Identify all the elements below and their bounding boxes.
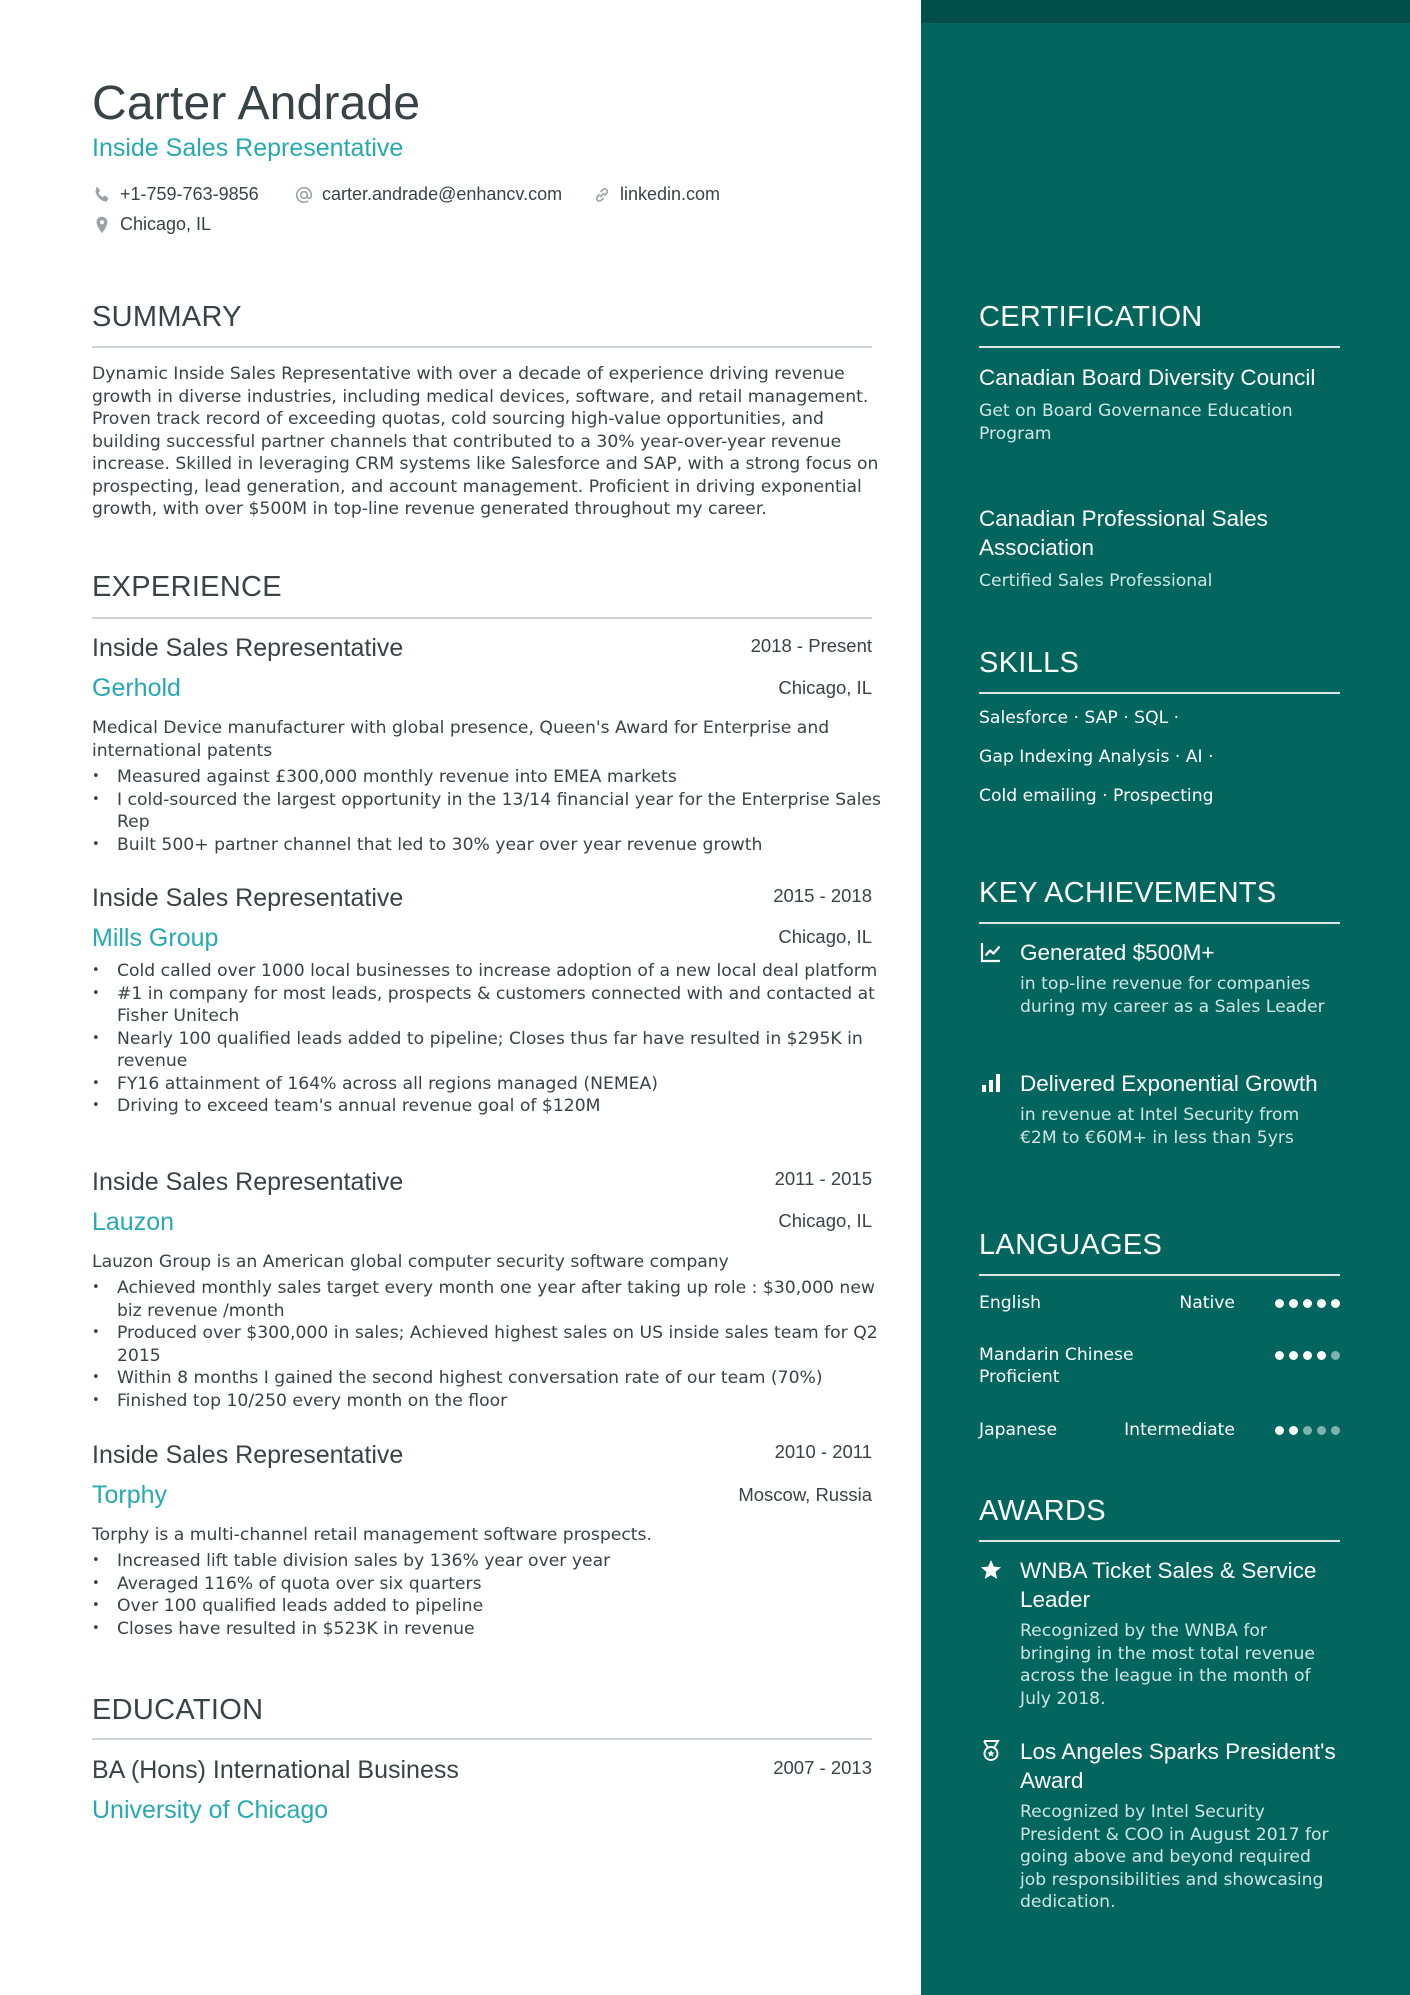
bullet-item: • Achieved monthly sales target every month one year after taking up role : $30,000 new biz revenue /month: [92, 1277, 882, 1322]
language-name: Mandarin Chinese: [979, 1345, 1134, 1365]
award-item: [979, 1737, 1340, 1914]
certification-divider: [979, 346, 1340, 348]
at-icon: [294, 185, 314, 205]
bullet-item: • Over 100 qualified leads added to pipeline: [92, 1595, 882, 1618]
award-title: WNBA Ticket Sales & Service Leader: [1020, 1558, 1317, 1612]
bullet-item: • Produced over $300,000 in sales; Achieved highest sales on US inside sales team for Q2 2015: [92, 1322, 882, 1367]
location-pin-icon: [92, 215, 112, 235]
language-level: Native: [1179, 1293, 1235, 1313]
rating-dot-filled: [1317, 1351, 1326, 1360]
job-location: Moscow, Russia: [738, 1484, 872, 1505]
rating-dot-filled: [1331, 1299, 1340, 1308]
email-text[interactable]: carter.andrade@enhancv.com: [322, 184, 563, 204]
experience-heading: EXPERIENCE: [92, 571, 282, 603]
achievement-description: in revenue at Intel Security from €2M to €60M+ in less than 5yrs: [1020, 1105, 1300, 1148]
contact-location: [92, 214, 211, 235]
rating-dot-empty: [1331, 1426, 1340, 1435]
certification-detail: Certified Sales Professional: [979, 571, 1213, 591]
job-title: Inside Sales Representative: [92, 634, 404, 662]
location-text: Chicago, IL: [120, 214, 212, 234]
bullet-item: • Closes have resulted in $523K in revenue: [92, 1618, 882, 1641]
rating-dot-filled: [1317, 1299, 1326, 1308]
education-divider: [92, 1738, 872, 1740]
job-location: Chicago, IL: [778, 1210, 872, 1231]
bar-chart-icon: [979, 1071, 1003, 1095]
certification-item: [979, 504, 1339, 593]
rating-dot-empty: [1331, 1351, 1340, 1360]
job-title: Inside Sales Representative: [92, 884, 404, 912]
summary-text: Dynamic Inside Sales Representative with over a decade of experience driving revenue growth in diverse industries, including medical devices, software, and retail management. Proven track record of exceeding quotas, cold sourcing high-value opportunities, and building successful partner channels that contributed to a 30% year-over-year revenue increase. Skilled in leveraging CRM systems like Salesforce and SAP, with a strong focus on prospecting, lead generation, and account management. Proficient in driving exponential growth, with over $500M in top-line revenue generated throughout my career.: [92, 364, 879, 519]
language-level: Intermediate: [1124, 1420, 1235, 1440]
award-description: Recognized by the WNBA for bringing in the most total revenue across the league in the month of July 2018.: [1020, 1621, 1315, 1709]
job-bullets: [92, 766, 882, 856]
rating-dot-filled: [1275, 1351, 1284, 1360]
skills-heading: SKILLS: [979, 647, 1080, 679]
achievement-title: Generated $500M+: [1020, 940, 1215, 965]
education-school: University of Chicago: [92, 1796, 329, 1824]
bullet-item: • Increased lift table division sales by 136% year over year: [92, 1550, 882, 1573]
language-name: English: [979, 1293, 1042, 1313]
job-bullets: [92, 960, 882, 1118]
trend-chart-icon: [979, 940, 1003, 964]
rating-dot-filled: [1289, 1426, 1298, 1435]
contact-phone: [92, 184, 259, 205]
link-text[interactable]: linkedin.com: [620, 184, 721, 204]
skills-divider: [979, 692, 1340, 694]
job-date: 2018 - Present: [750, 635, 872, 656]
job-title: Inside Sales Representative: [92, 1441, 404, 1469]
job-company: Mills Group: [92, 924, 219, 952]
link-icon: [592, 185, 612, 205]
bullet-item: • FY16 attainment of 164% across all regions managed (NEMEA): [92, 1073, 882, 1096]
job-description: Torphy is a multi-channel retail management software prospects.: [92, 1525, 652, 1545]
rating-dot-filled: [1303, 1299, 1312, 1308]
award-title: Los Angeles Sparks President's Award: [1020, 1739, 1336, 1793]
education-date: 2007 - 2013: [773, 1757, 872, 1778]
rating-dot-filled: [1275, 1299, 1284, 1308]
certification-name: Canadian Board Diversity Council: [979, 365, 1316, 390]
achievements-heading: KEY ACHIEVEMENTS: [979, 877, 1277, 909]
job-description: Lauzon Group is an American global computer security software company: [92, 1252, 729, 1272]
experience-divider: [92, 617, 872, 619]
job-title: Inside Sales Representative: [92, 1168, 404, 1196]
achievement-description: in top-line revenue for companies during my career as a Sales Leader: [1020, 974, 1325, 1017]
awards-divider: [979, 1540, 1340, 1542]
award-description: Recognized by Intel Security President & COO in August 2017 for going above and beyond required job responsibilities and showcasing dedication.: [1020, 1802, 1329, 1912]
bullet-item: • Nearly 100 qualified leads added to pipeline; Closes thus far have resulted in $295K in revenue: [92, 1028, 882, 1073]
candidate-role: Inside Sales Representative: [92, 134, 404, 162]
summary-divider: [92, 346, 872, 348]
rating-dot-empty: [1303, 1426, 1312, 1435]
job-bullets: [92, 1550, 882, 1640]
bullet-item: • Within 8 months I gained the second highest conversation rate of our team (70%): [92, 1367, 882, 1390]
rating-dot-filled: [1289, 1351, 1298, 1360]
job-company: Gerhold: [92, 674, 181, 702]
certification-name: Canadian Professional Sales Association: [979, 506, 1268, 560]
job-description: Medical Device manufacturer with global presence, Queen's Award for Enterprise and international patents: [92, 718, 830, 761]
achievements-divider: [979, 922, 1340, 924]
language-name: Japanese: [979, 1420, 1058, 1440]
rating-dot-filled: [1275, 1426, 1284, 1435]
medal-icon: [979, 1739, 1003, 1763]
achievement-item: [979, 938, 1340, 1018]
skill-line: Gap Indexing Analysis · AI ·: [979, 747, 1214, 767]
languages-divider: [979, 1274, 1340, 1276]
contact-email: [294, 184, 562, 205]
job-location: Chicago, IL: [778, 677, 872, 698]
job-date: 2011 - 2015: [774, 1168, 872, 1189]
bullet-item: • Driving to exceed team's annual revenue goal of $120M: [92, 1095, 882, 1118]
language-level: Proficient: [979, 1367, 1060, 1387]
rating-dot-filled: [1303, 1351, 1312, 1360]
sidebar-top-band: [921, 0, 1410, 23]
bullet-item: • Built 500+ partner channel that led to 30% year over year revenue growth: [92, 834, 882, 857]
bullet-item: • Measured against £300,000 monthly revenue into EMEA markets: [92, 766, 882, 789]
language-rating: [1270, 1426, 1340, 1435]
rating-dot-filled: [1289, 1299, 1298, 1308]
job-date: 2015 - 2018: [773, 885, 872, 906]
language-rating: [1270, 1351, 1340, 1360]
award-item: [979, 1556, 1340, 1710]
job-company: Torphy: [92, 1481, 168, 1509]
achievement-title: Delivered Exponential Growth: [1020, 1071, 1318, 1096]
education-heading: EDUCATION: [92, 1694, 264, 1726]
job-company: Lauzon: [92, 1208, 175, 1236]
job-date: 2010 - 2011: [774, 1441, 872, 1462]
sidebar: [921, 0, 1410, 1995]
job-bullets: [92, 1277, 882, 1412]
achievement-item: [979, 1069, 1340, 1149]
candidate-name: Carter Andrade: [92, 77, 421, 130]
bullet-item: • Finished top 10/250 every month on the floor: [92, 1390, 882, 1413]
rating-dot-empty: [1317, 1426, 1326, 1435]
certification-detail: Get on Board Governance Education Program: [979, 401, 1293, 444]
bullet-item: • I cold-sourced the largest opportunity in the 13/14 financial year for the Enterprise Sales Rep: [92, 789, 882, 834]
bullet-item: • #1 in company for most leads, prospects & customers connected with and contacted at Fisher Unitech: [92, 983, 882, 1028]
skill-line: Salesforce · SAP · SQL ·: [979, 708, 1180, 728]
phone-icon: [92, 185, 112, 205]
certification-item: [979, 363, 1339, 445]
summary-heading: SUMMARY: [92, 301, 242, 333]
certification-heading: CERTIFICATION: [979, 301, 1203, 333]
awards-heading: AWARDS: [979, 1495, 1106, 1527]
bullet-item: • Averaged 116% of quota over six quarters: [92, 1573, 882, 1596]
job-location: Chicago, IL: [778, 926, 872, 947]
skill-line: Cold emailing · Prospecting: [979, 786, 1214, 806]
phone-text[interactable]: +1-759-763-9856: [120, 184, 259, 204]
education-degree: BA (Hons) International Business: [92, 1756, 459, 1784]
language-rating: [1270, 1299, 1340, 1308]
star-icon: [979, 1558, 1003, 1582]
contact-link: [592, 184, 720, 205]
bullet-item: • Cold called over 1000 local businesses to increase adoption of a new local deal platform: [92, 960, 882, 983]
languages-heading: LANGUAGES: [979, 1229, 1163, 1261]
